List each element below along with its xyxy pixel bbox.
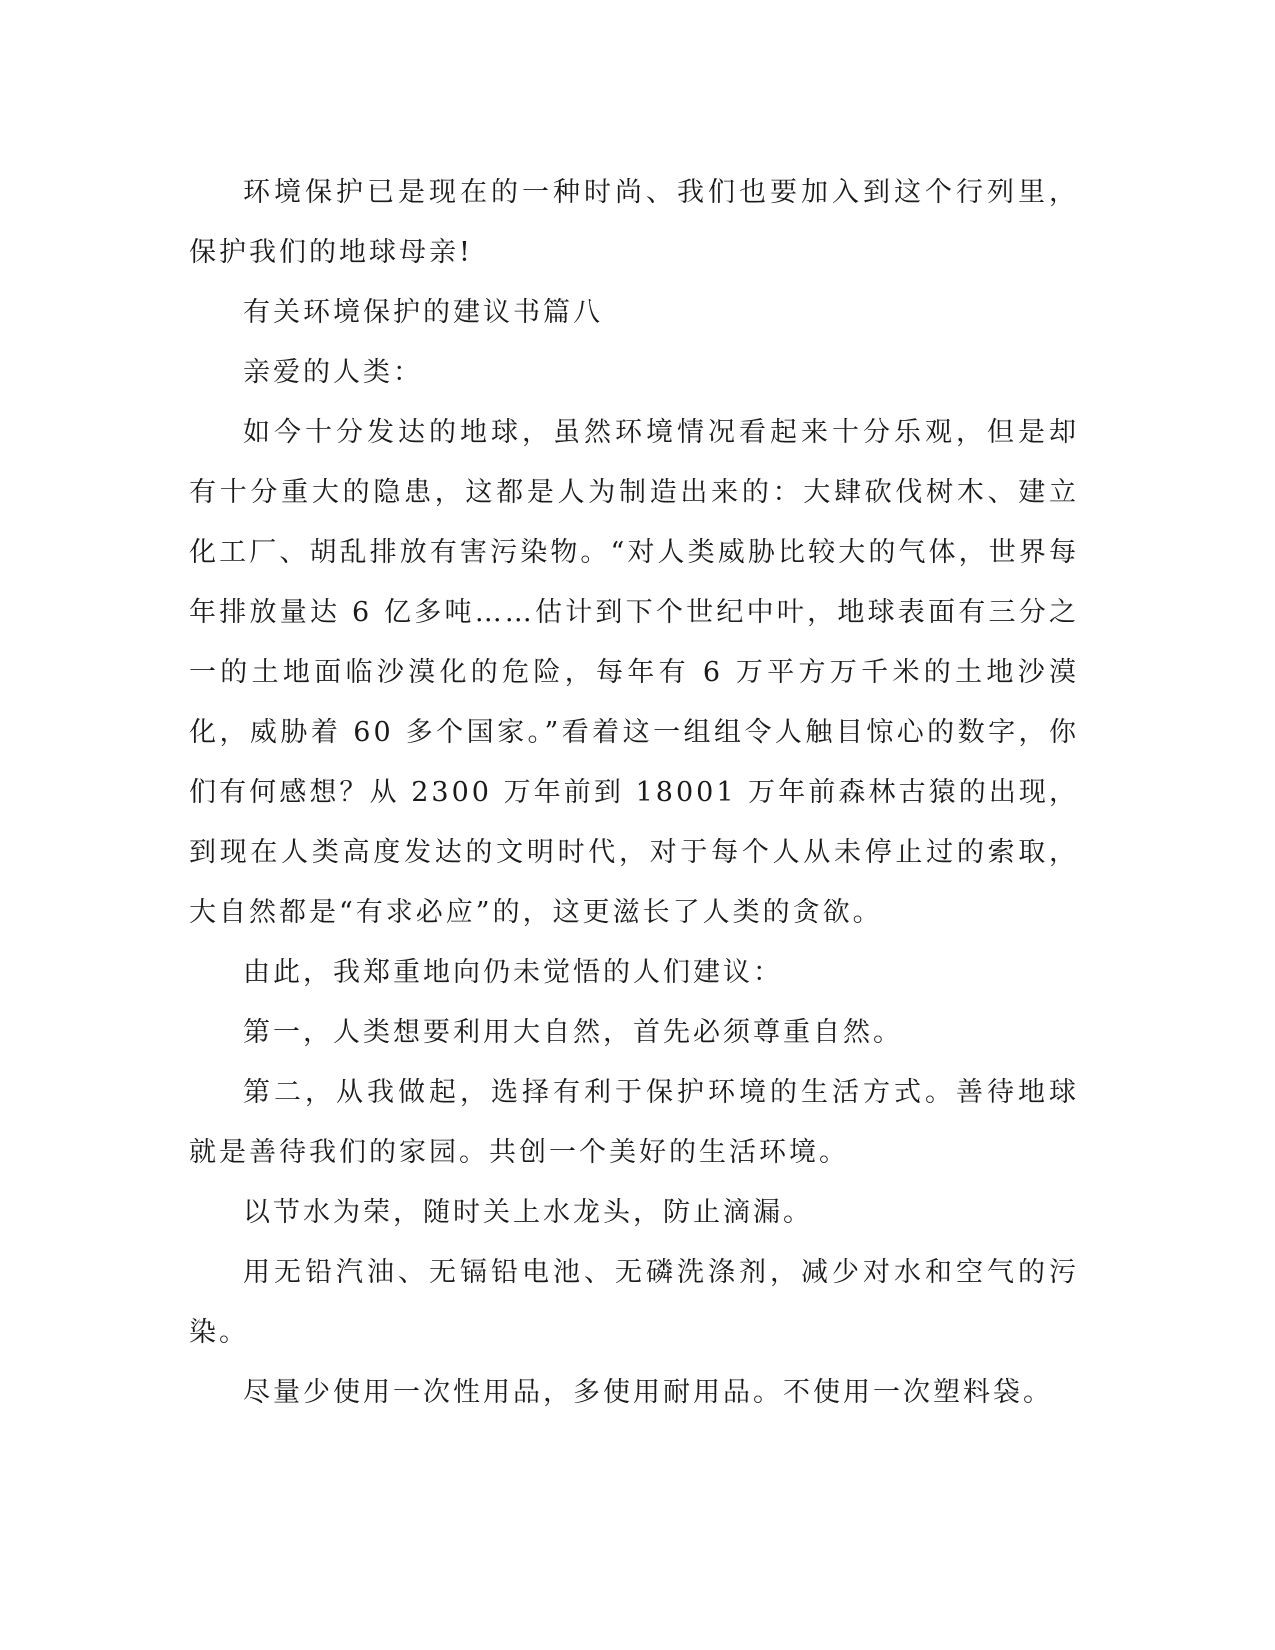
paragraph-suggestion-one: 第一，人类想要利用大自然，首先必须尊重自然。	[243, 1017, 903, 1048]
paragraph-reduce-pollution: 用无铅汽油、无镉铅电池、无磷洗涤剂，减少对水和空气的污染。	[189, 1257, 1079, 1348]
section-title: 有关环境保护的建议书篇八	[243, 297, 603, 328]
paragraph-situation: 如今十分发达的地球，虽然环境情况看起来十分乐观，但是却有十分重大的隐患，这都是人为制造出来的：大肆砍伐树木、建立化工厂、胡乱排放有害污染物。“对人类威胁比较大的气体，世界每年排放量达 6 亿多吨……估计到下个世纪中叶，地球表面有三分之一的土地面临沙漠化的危险，每年有 6 万平方万千米的土地沙漠化，威胁着 60 多个国家。”看着这一组组令人触目惊心的数字，你们有何感想？从 2300 万年前到 18001 万年前森林古猿的出现，到现在人类高度发达的文明时代，对于每个人从未停止过的索取，大自然都是“有求必应”的，这更滋长了人类的贪欲。	[189, 417, 1079, 928]
paragraph-suggestion-two: 第二，从我做起，选择有利于保护环境的生活方式。善待地球就是善待我们的家园。共创一个美好的生活环境。	[189, 1077, 1079, 1168]
paragraph-closing-statement: 环境保护已是现在的一种时尚、我们也要加入到这个行列里，保护我们的地球母亲!	[189, 177, 1079, 268]
document-body	[189, 163, 1079, 1423]
paragraph-proposal-intro: 由此，我郑重地向仍未觉悟的人们建议：	[243, 957, 783, 988]
salutation: 亲爱的人类：	[243, 357, 423, 388]
paragraph-save-water: 以节水为荣，随时关上水龙头，防止滴漏。	[243, 1197, 813, 1228]
paragraph-reduce-disposables: 尽量少使用一次性用品，多使用耐用品。不使用一次塑料袋。	[243, 1377, 1053, 1408]
